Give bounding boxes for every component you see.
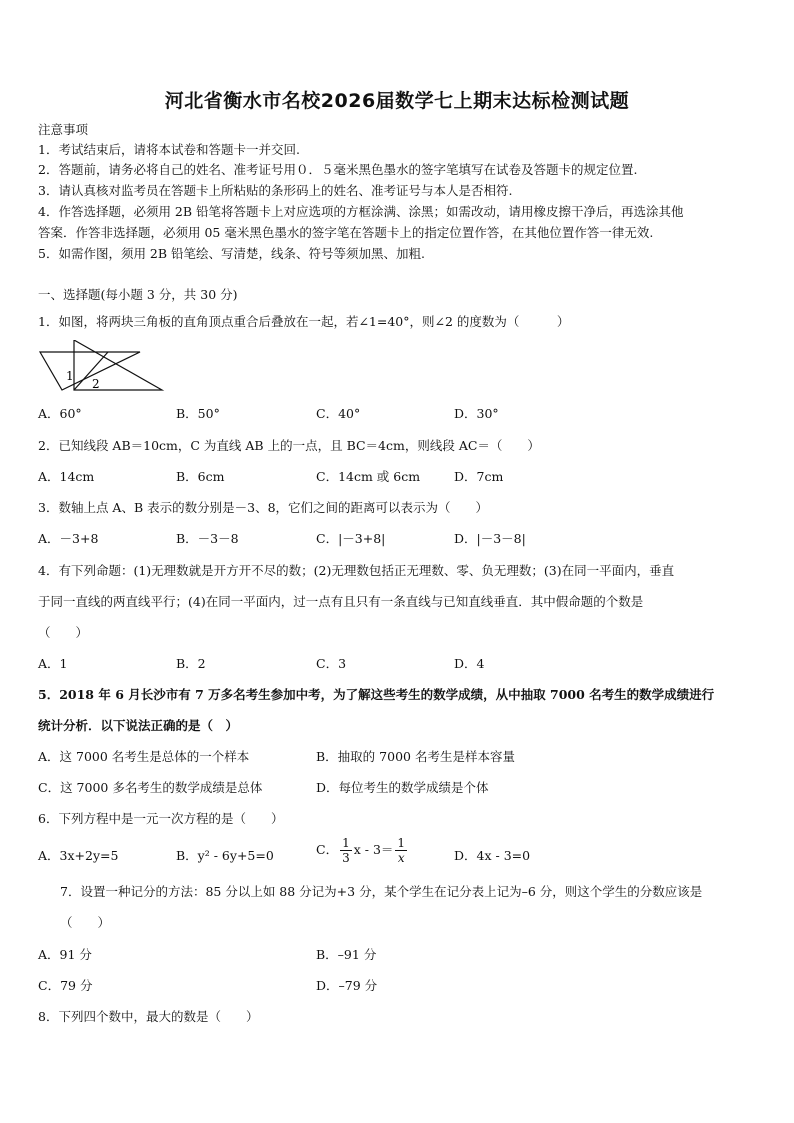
q4-option-b: B．2 [176,656,206,671]
notes-heading: 注意事项 [38,122,89,137]
note-item-2: 2．答题前，请务必将自己的姓名、准考证号用０．５毫米黑色墨水的签字笔填写在试卷及答题卡的规定位置. [38,162,638,177]
q4-option-c: C．3 [316,656,347,671]
q5-option-d: D．每位考生的数学成绩是个体 [316,780,489,795]
question-8-stem: 8．下列四个数中，最大的数是（ ） [38,1009,259,1024]
q7-option-a: A．91 分 [38,947,92,962]
question-5-line-1: 5．2018 年 6 月长沙市有 7 万多名考生参加中考，为了解这些考生的数学成绩，从中抽取 7000 名考生的数学成绩进行 [38,687,715,702]
question-3-stem: 3．数轴上点 A、B 表示的数分别是－3、8，它们之间的距离可以表示为（ ） [38,500,489,515]
fraction-denominator: x [397,851,405,865]
fraction-numerator: 1 [397,836,406,850]
triangle-figure [38,340,168,396]
question-7-line-1: 7．设置一种记分的方法：85 分以上如 88 分记为+3 分，某个学生在记分表上记为–6 分，则这个学生的分数应该是 [60,884,703,899]
q6-option-c-prefix: C． [316,842,339,857]
question-4-line-2: 于同一直线的两直线平行；(4)在同一平面内，过一点有且只有一条直线与已知直线垂直．其中假命题的个数是 [38,594,644,609]
question-6-stem: 6．下列方程中是一元一次方程的是（ ） [38,811,284,826]
angle-2-label: 2 [92,377,100,391]
q3-option-c: C．|－3+8| [316,531,386,546]
question-2-stem: 2．已知线段 AB＝10cm，C 为直线 AB 上的一点，且 BC＝4cm，则线段 AC＝（ ） [38,438,540,453]
page-title: 河北省衡水市名校2026届数学七上期末达标检测试题 [164,90,630,112]
q1-option-c: C．40° [316,406,361,421]
q6-option-c-middle: x - 3＝ [353,842,394,857]
q1-option-b: B．50° [176,406,220,421]
angle-1-label: 1 [66,369,74,383]
question-1-stem: 1．如图，将两块三角板的直角顶点重合后叠放在一起，若∠1=40°，则∠2 的度数为（ ） [38,314,570,329]
q6-option-c [316,836,409,865]
q6-option-b: B．y² - 6y+5=0 [176,848,274,863]
question-5-line-2: 统计分析．以下说法正确的是（ ） [38,718,239,733]
fraction-one-third [340,836,352,865]
q3-option-a: A．－3+8 [38,531,99,546]
q1-option-a: A．60° [38,406,82,421]
q4-option-a: A．1 [38,656,68,671]
q2-option-b: B．6cm [176,469,225,484]
q3-option-d: D．|－3－8| [454,531,526,546]
triangle-2 [74,340,162,390]
note-item-4: 4．作答选择题，必须用 2B 铅笔将答题卡上对应选项的方框涂满、涂黑；如需改动，请用橡皮擦干净后，再选涂其他 [38,204,684,219]
q5-option-b: B．抽取的 7000 名考生是样本容量 [316,749,515,764]
q3-option-b: B．－3－8 [176,531,239,546]
q4-option-d: D．4 [454,656,485,671]
q2-option-d: D．7cm [454,469,504,484]
section-heading: 一、选择题(每小题 3 分，共 30 分) [38,287,238,302]
note-item-5: 5．如需作图，须用 2B 铅笔绘、写清楚，线条、符号等须加黑、加粗. [38,246,426,261]
q7-option-b: B．–91 分 [316,947,377,962]
overlap-line [74,352,108,390]
q2-option-c: C．14cm 或 6cm [316,469,421,484]
fraction-denominator: 3 [342,851,350,865]
fraction-numerator: 1 [342,836,350,850]
question-7-line-2: （ ） [60,915,111,930]
fraction-one-over-x [395,836,407,865]
q7-option-d: D．–79 分 [316,978,378,993]
triangle-1 [40,352,140,390]
q6-option-d: D．4x - 3=0 [454,848,531,863]
note-item-1: 1．考试结束后，请将本试卷和答题卡一并交回. [38,142,300,157]
q6-option-a: A．3x+2y=5 [38,848,119,863]
q1-option-d: D．30° [454,406,499,421]
q7-option-c: C．79 分 [38,978,93,993]
q5-option-c: C．这 7000 多名考生的数学成绩是总体 [38,780,263,795]
note-item-4-cont: 答案．作答非选择题，必须用 05 毫米黑色墨水的签字笔在答题卡上的指定位置作答，在其他位置作答一律无效. [38,225,654,240]
question-4-line-3: （ ） [38,625,89,640]
note-item-3: 3．请认真核对监考员在答题卡上所粘贴的条形码上的姓名、准考证号与本人是否相符. [38,183,513,198]
question-4-line-1: 4．有下列命题：(1)无理数就是开方开不尽的数；(2)无理数包括正无理数、零、负无理数；(3)在同一平面内，垂直 [38,563,675,578]
q2-option-a: A．14cm [38,469,95,484]
q5-option-a: A．这 7000 名考生是总体的一个样本 [38,749,250,764]
